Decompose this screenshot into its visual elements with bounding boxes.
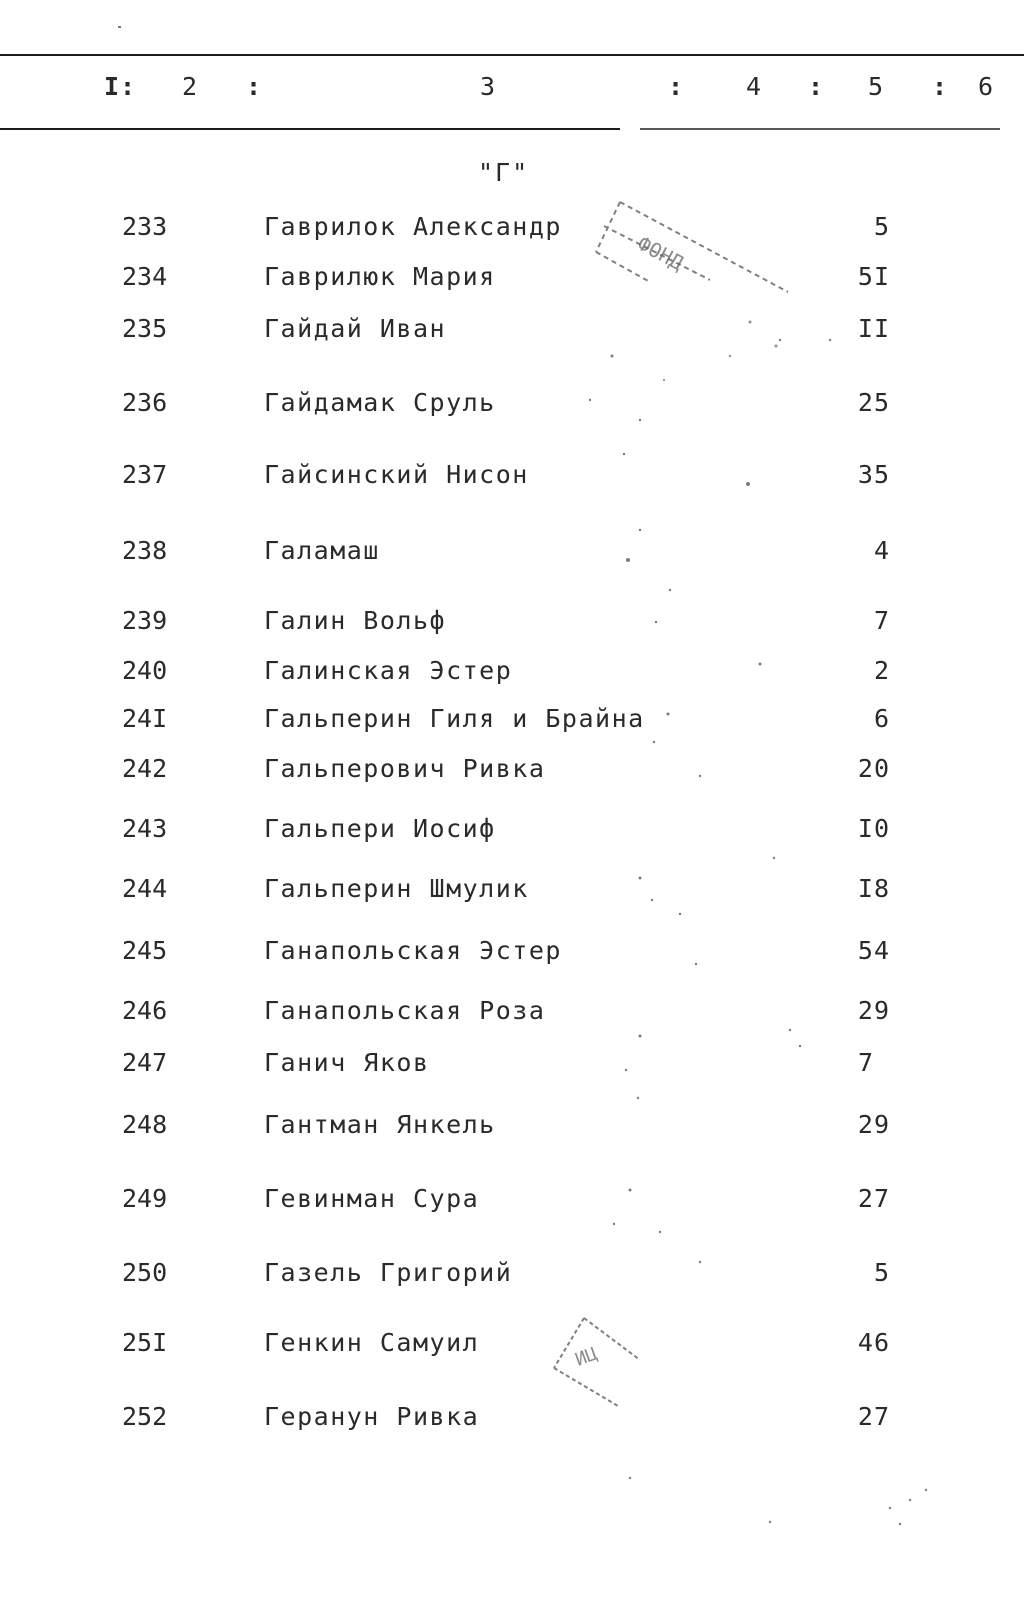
entry-number: 238 [122,536,168,565]
entry-value: 35 [857,460,890,489]
column-separator: : [668,72,685,101]
entry-name: Гайдамак Сруль [264,388,496,417]
entry-name: Гевинман Сура [264,1184,480,1213]
entry-name: Ганич Яков [264,1048,430,1077]
entry-value: 7 [873,606,890,635]
entry-number: 240 [122,656,168,685]
entry-name: Гаврилюк Мария [264,262,496,291]
entry-value: 29 [857,1110,890,1139]
entry-value: I0 [857,814,890,843]
entry-number: 24I [122,704,168,733]
column-header-1: I: [104,72,137,101]
entry-value: 5 [873,1258,890,1287]
column-separator: : [808,72,825,101]
entry-number: 236 [122,388,168,417]
entry-number: 242 [122,754,168,783]
entry-number: 247 [122,1048,168,1077]
entry-number: 249 [122,1184,168,1213]
entry-number: 234 [122,262,168,291]
column-header-3: 3 [480,72,497,101]
entry-name: Гайдай Иван [264,314,447,343]
entry-value: 2 [873,656,890,685]
entry-value: 20 [857,754,890,783]
entry-number: 237 [122,460,168,489]
column-header-6: 6 [978,72,995,101]
column-header-2: 2 [182,72,199,101]
column-separator: : [932,72,949,101]
entry-number: 235 [122,314,168,343]
entry-number: 245 [122,936,168,965]
entry-name: Ганапольская Эстер [264,936,562,965]
entry-number: 233 [122,212,168,241]
entry-number: 248 [122,1110,168,1139]
entry-name: Геранун Ривка [264,1402,480,1431]
entry-value: 7 [857,1048,874,1077]
entry-name: Генкин Самуил [264,1328,480,1357]
entry-name: Гальпери Иосиф [264,814,496,843]
entry-value: 5I [857,262,890,291]
entry-name: Галин Вольф [264,606,447,635]
entry-value: 25 [857,388,890,417]
entry-value: 54 [857,936,890,965]
entry-name: Гаврилок Александр [264,212,562,241]
entry-value: 4 [873,536,890,565]
column-header-4: 4 [746,72,763,101]
column-separator: : [246,72,263,101]
entry-number: 250 [122,1258,168,1287]
entry-name: Ганапольская Роза [264,996,546,1025]
entry-number: 239 [122,606,168,635]
entry-value: 27 [857,1402,890,1431]
entry-number: 244 [122,874,168,903]
section-letter-heading: "Г" [478,158,530,187]
entry-value: II [857,314,890,343]
entry-value: 6 [873,704,890,733]
entry-name: Галамаш [264,536,380,565]
entry-number: 25I [122,1328,168,1357]
entry-name: Гайсинский Нисон [264,460,529,489]
svg-text:ФОНД: ФОНД [633,231,688,276]
entry-value: 5 [873,212,890,241]
entry-name: Газель Григорий [264,1258,513,1287]
entry-name: Гантман Янкель [264,1110,496,1139]
entry-value: 29 [857,996,890,1025]
svg-text:ИЦ: ИЦ [572,1343,601,1371]
entry-name: Гальперин Шмулик [264,874,529,903]
column-header-5: 5 [868,72,885,101]
entry-value: I8 [857,874,890,903]
entry-name: Гальперин Гиля и Брайна [264,704,645,733]
entry-name: Гальперович Ривка [264,754,546,783]
entry-number: 243 [122,814,168,843]
entry-number: 252 [122,1402,168,1431]
entry-name: Галинская Эстер [264,656,513,685]
entry-value: 27 [857,1184,890,1213]
entry-number: 246 [122,996,168,1025]
entry-value: 46 [857,1328,890,1357]
